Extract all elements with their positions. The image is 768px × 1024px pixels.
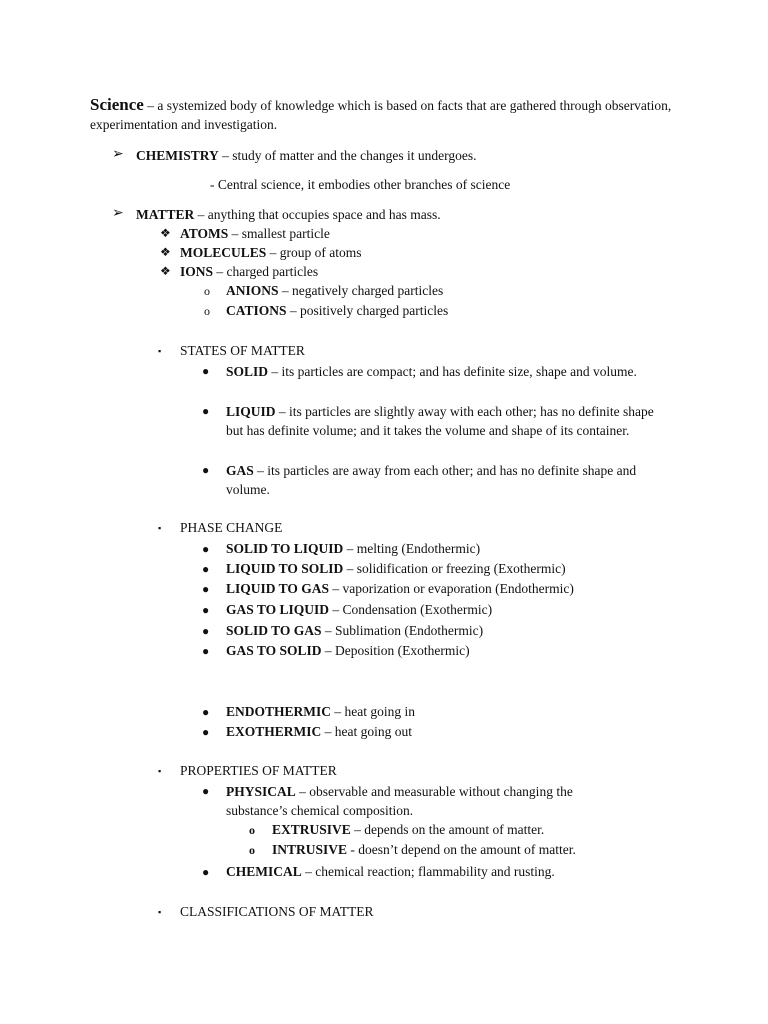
item-text: – charged particles [213, 264, 319, 279]
science-text: – a systemized body of knowledge which is based on facts that are gathered through observation, experimentation and investigation. [90, 98, 672, 132]
list-item [226, 722, 412, 741]
item-text: – Sublimation (Endothermic) [321, 623, 484, 638]
item-term: SOLID TO LIQUID [226, 541, 344, 556]
classifications-heading: CLASSIFICATIONS OF MATTER [180, 904, 374, 919]
item-text: – observable and measurable without changing the substance’s chemical composition. [226, 784, 573, 818]
dot-bullet-icon: ● [202, 644, 210, 658]
item-text: – Condensation (Exothermic) [329, 602, 493, 617]
dot-bullet-icon: ● [202, 725, 210, 739]
matter-line [136, 205, 441, 224]
item-text: – solidification or freezing (Exothermic) [343, 561, 566, 576]
circle-bullet-icon: o [249, 823, 255, 837]
list-item [226, 461, 671, 499]
arrow-bullet-icon: ➢ [112, 147, 124, 162]
item-term: LIQUID TO GAS [226, 581, 330, 596]
circle-bullet-icon: o [204, 284, 210, 298]
item-text: – its particles are slightly away with each other; has no definite shape but has definite volume; and it takes the volume and shape of its container. [226, 404, 654, 438]
item-text: – heat going out [321, 724, 413, 739]
item-term: ANIONS [226, 283, 279, 298]
square-bullet-icon: ▪ [158, 346, 162, 356]
square-bullet-icon: ▪ [158, 766, 162, 776]
circle-bullet-icon: o [204, 304, 210, 318]
item-text: – chemical reaction; flammability and rusting. [301, 864, 555, 879]
item-term: GAS TO LIQUID [226, 602, 330, 617]
matter-text: – anything that occupies space and has mass. [194, 207, 441, 222]
dot-bullet-icon: ● [202, 865, 210, 879]
diamond-bullet-icon: ❖ [160, 245, 171, 259]
properties-heading: PROPERTIES OF MATTER [180, 763, 337, 778]
list-item [226, 301, 448, 320]
item-text: – depends on the amount of matter. [350, 822, 545, 837]
item-term: SOLID [226, 364, 269, 379]
item-term: PHYSICAL [226, 784, 296, 799]
science-term: Science [90, 95, 144, 114]
dot-bullet-icon: ● [202, 705, 210, 719]
list-item [226, 559, 566, 578]
list-item [272, 820, 544, 839]
list-item [226, 621, 483, 640]
item-text: – its particles are compact; and has definite size, shape and volume. [268, 364, 637, 379]
dot-bullet-icon: ● [202, 624, 210, 638]
item-text: – heat going in [331, 704, 416, 719]
dot-bullet-icon: ● [202, 582, 210, 596]
list-item [226, 862, 555, 881]
item-text: – vaporization or evaporation (Endothermic) [329, 581, 574, 596]
list-item [226, 641, 470, 660]
item-term: CATIONS [226, 303, 287, 318]
circle-bullet-icon: o [249, 843, 255, 857]
list-item [226, 579, 574, 598]
item-text: – positively charged particles [286, 303, 449, 318]
diamond-bullet-icon: ❖ [160, 264, 171, 278]
diamond-bullet-icon: ❖ [160, 226, 171, 240]
list-item [226, 600, 492, 619]
item-term: MOLECULES [180, 245, 267, 260]
item-term: ATOMS [180, 226, 229, 241]
list-item [272, 840, 576, 859]
list-item [226, 402, 671, 440]
states-heading: STATES OF MATTER [180, 343, 305, 358]
list-item [226, 782, 626, 820]
item-term: LIQUID [226, 404, 276, 419]
item-term: IONS [180, 264, 214, 279]
item-text: – melting (Endothermic) [343, 541, 481, 556]
dot-bullet-icon: ● [202, 784, 210, 798]
dot-bullet-icon: ● [202, 542, 210, 556]
matter-term: MATTER [136, 207, 195, 222]
item-term: SOLID TO GAS [226, 623, 322, 638]
item-term: GAS TO SOLID [226, 643, 322, 658]
square-bullet-icon: ▪ [158, 907, 162, 917]
dot-bullet-icon: ● [202, 463, 210, 477]
dot-bullet-icon: ● [202, 562, 210, 576]
square-bullet-icon: ▪ [158, 523, 162, 533]
item-term: GAS [226, 463, 254, 478]
list-item [180, 224, 330, 243]
chemistry-text: – study of matter and the changes it undergoes. [218, 148, 477, 163]
item-term: EXOTHERMIC [226, 724, 322, 739]
item-text: – group of atoms [266, 245, 362, 260]
item-text: – smallest particle [228, 226, 330, 241]
list-item [226, 539, 480, 558]
item-term: CHEMICAL [226, 864, 302, 879]
item-term: EXTRUSIVE [272, 822, 351, 837]
science-definition [90, 95, 690, 134]
item-term: INTRUSIVE [272, 842, 348, 857]
chemistry-note: - Central science, it embodies other branches of science [210, 177, 511, 192]
list-item [180, 262, 318, 281]
dot-bullet-icon: ● [202, 603, 210, 617]
item-text: – its particles are away from each other; and has no definite shape and volume. [226, 463, 637, 497]
phase-heading: PHASE CHANGE [180, 520, 283, 535]
list-item [180, 243, 362, 262]
item-term: LIQUID TO SOLID [226, 561, 344, 576]
item-text: – negatively charged particles [278, 283, 444, 298]
list-item [226, 702, 415, 721]
chemistry-line [136, 146, 476, 165]
dot-bullet-icon: ● [202, 364, 210, 378]
chemistry-term: CHEMISTRY [136, 148, 219, 163]
dot-bullet-icon: ● [202, 404, 210, 418]
list-item [226, 362, 646, 381]
list-item [226, 281, 443, 300]
item-text: - doesn’t depend on the amount of matter. [347, 842, 576, 857]
item-text: – Deposition (Exothermic) [321, 643, 470, 658]
arrow-bullet-icon: ➢ [112, 206, 124, 221]
item-term: ENDOTHERMIC [226, 704, 332, 719]
